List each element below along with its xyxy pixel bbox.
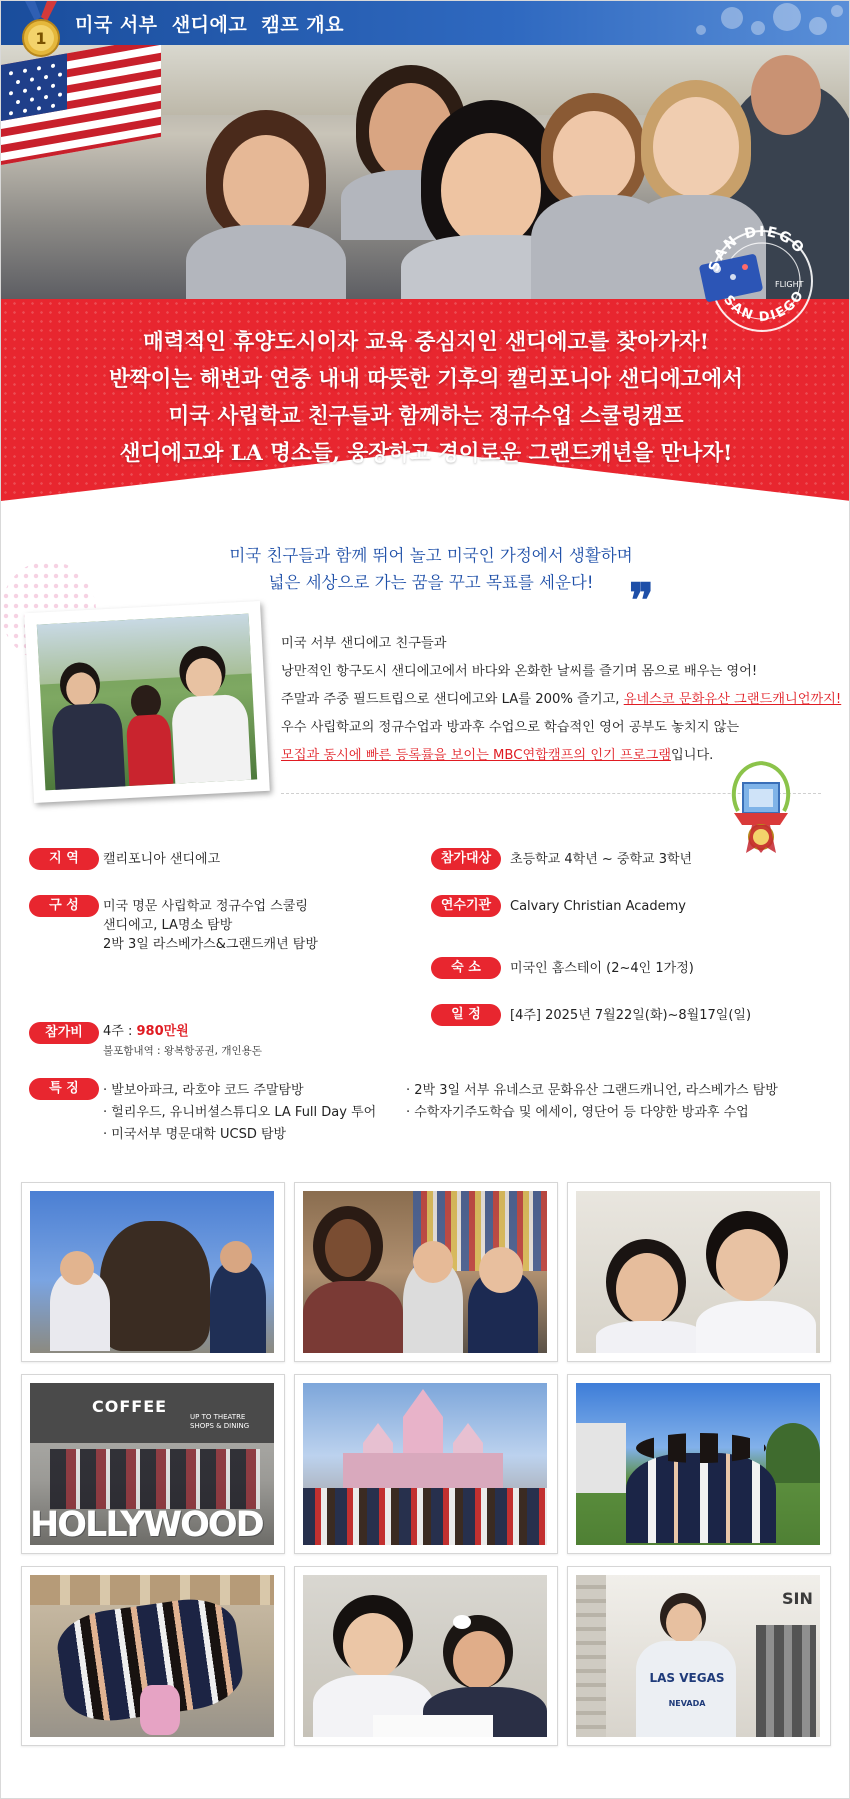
fee-prefix: 4주 : xyxy=(103,1024,137,1039)
medal-icon xyxy=(11,1,71,61)
intro-line-1: 미국 서부 샌디에고 친구들과 xyxy=(281,636,447,651)
stamp-text-bottom: SAN DIEGO xyxy=(720,287,808,326)
intro-paragraph xyxy=(281,630,841,770)
features-left xyxy=(103,1080,376,1146)
polaroid-photo xyxy=(24,601,270,803)
headline-text xyxy=(1,324,850,472)
composition-line-2: 샌디에고, LA명소 탐방 xyxy=(103,918,233,933)
feature-item: · 2박 3일 서부 유네스코 문화유산 그랜드캐니언, 라스베가스 탐방 xyxy=(406,1083,778,1098)
intro-highlight-grand-canyon: 유네스코 문화유산 그랜드캐니언까지! xyxy=(623,692,842,707)
photo-bear-statue xyxy=(21,1182,285,1362)
trophy-icon xyxy=(716,755,806,855)
intro-line-5b: 입니다. xyxy=(670,748,714,763)
lodging-value: 미국인 홈스테이 (2~4인 1가정) xyxy=(510,961,694,976)
fee-amount: 980만원 xyxy=(136,1024,189,1039)
intro-highlight-popular: 모집과 동시에 빠른 등록률을 보이는 MBC연합캠프의 인기 프로그램 xyxy=(281,748,671,763)
region-label: 지 역 xyxy=(29,848,99,870)
headline-line-2: 반짝이는 해변과 연중 내내 따뜻한 기후의 캘리포니아 샌디에고에서 xyxy=(109,367,743,392)
composition-value xyxy=(103,897,318,954)
stamp-flight: FLIGHT xyxy=(775,280,804,289)
page-title: 미국 서부 샌디에고 캠프 개요 xyxy=(75,14,344,36)
features-right xyxy=(406,1080,778,1124)
feature-item: · 헐리우드, 유니버셜스튜디오 LA Full Day 투어 xyxy=(103,1105,377,1120)
quote-line-3: 넓은 세상으로 가는 꿈을 꾸고 목표를 세운다! xyxy=(268,573,594,592)
institution-value: Calvary Christian Academy xyxy=(510,899,686,914)
composition-line-3: 2박 3일 라스베가스&그랜드캐년 탐방 xyxy=(103,937,318,952)
photo-hollywood xyxy=(21,1374,285,1554)
headline-line-1: 매력적인 휴양도시이자 교육 중심지인 샌디에고를 찾아가자! xyxy=(142,330,710,355)
features-label: 특 징 xyxy=(29,1078,99,1100)
stamp-text-top: SAN DIEGO xyxy=(706,223,809,274)
bubble-decoration xyxy=(651,1,850,45)
hollywood-sign: HOLLYWOOD xyxy=(30,1505,263,1545)
photo-las-vegas-store xyxy=(567,1566,831,1746)
us-flag-icon xyxy=(1,45,171,175)
intro-line-3 xyxy=(281,686,841,714)
quote-line-2: 미국 친구들과 함께 뛰어 놀고 미국인 가정에서 생활하며 xyxy=(229,546,633,565)
fee-note: 불포함내역 : 왕복항공권, 개인용돈 xyxy=(103,1045,262,1057)
target-label: 참가대상 xyxy=(431,848,501,870)
target-value: 초등학교 4학년 ~ 중학교 3학년 xyxy=(510,852,693,867)
region-value: 캘리포니아 샌디에고 xyxy=(103,852,221,867)
schedule-label: 일 정 xyxy=(431,1004,501,1026)
intro-line-3a: 주말과 주중 필드트립으로 샌디에고와 LA를 200% 즐기고, xyxy=(281,692,624,707)
title-bar xyxy=(1,1,850,45)
feature-item: · 발보아파크, 라호야 코드 주말탐방 xyxy=(103,1083,304,1098)
feature-item: · 미국서부 명문대학 UCSD 탐방 xyxy=(103,1127,287,1142)
fee-value xyxy=(103,1022,262,1061)
coffee-sign: COFFEE xyxy=(92,1397,168,1416)
photo-classroom-writing xyxy=(294,1566,558,1746)
store-sign: SIN xyxy=(782,1589,813,1608)
institution-label: 연수기관 xyxy=(431,895,501,917)
lodging-label: 숙 소 xyxy=(431,957,501,979)
photo-classroom-kids xyxy=(567,1182,831,1362)
photo-courtyard-group xyxy=(21,1566,285,1746)
feature-item: · 수학자기주도학습 및 에세이, 영단어 등 다양한 방과후 수업 xyxy=(406,1105,749,1120)
composition-label: 구 성 xyxy=(29,895,99,917)
san-diego-stamp xyxy=(697,219,827,339)
photo-disney-castle xyxy=(294,1374,558,1554)
hoodie-text-top: LAS VEGAS xyxy=(649,1671,725,1685)
schedule-value: [4주] 2025년 7월22일(화)~8월17일(일) xyxy=(510,1008,752,1023)
photo-library-teacher xyxy=(294,1182,558,1362)
intro-line-2: 낭만적인 항구도시 샌디에고에서 바다와 온화한 날씨를 즐기며 몸으로 배우는 영어! xyxy=(281,664,758,679)
hoodie-text-bottom: NEVADA xyxy=(668,1699,706,1708)
intro-line-4: 우수 사립학교의 정규수업과 방과후 수업으로 학습적인 영어 공부도 놓치지 않는 xyxy=(281,720,740,735)
quote-close-icon: ❞ xyxy=(629,573,654,627)
medal-number: 1 xyxy=(35,29,47,48)
headline-line-4: 샌디에고와 LA 명소들, 웅장하고 경이로운 그랜드캐년을 만나자! xyxy=(119,441,733,466)
fee-label: 참가비 xyxy=(29,1022,99,1044)
theatre-sign: UP TO THEATRE SHOPS & DINING xyxy=(190,1413,250,1430)
composition-line-1: 미국 명문 사립학교 정규수업 스쿨링 xyxy=(103,899,308,914)
photo-campus-lawn xyxy=(567,1374,831,1554)
headline-line-3: 미국 사립학교 친구들과 함께하는 정규수업 스쿨링캠프 xyxy=(168,404,684,429)
